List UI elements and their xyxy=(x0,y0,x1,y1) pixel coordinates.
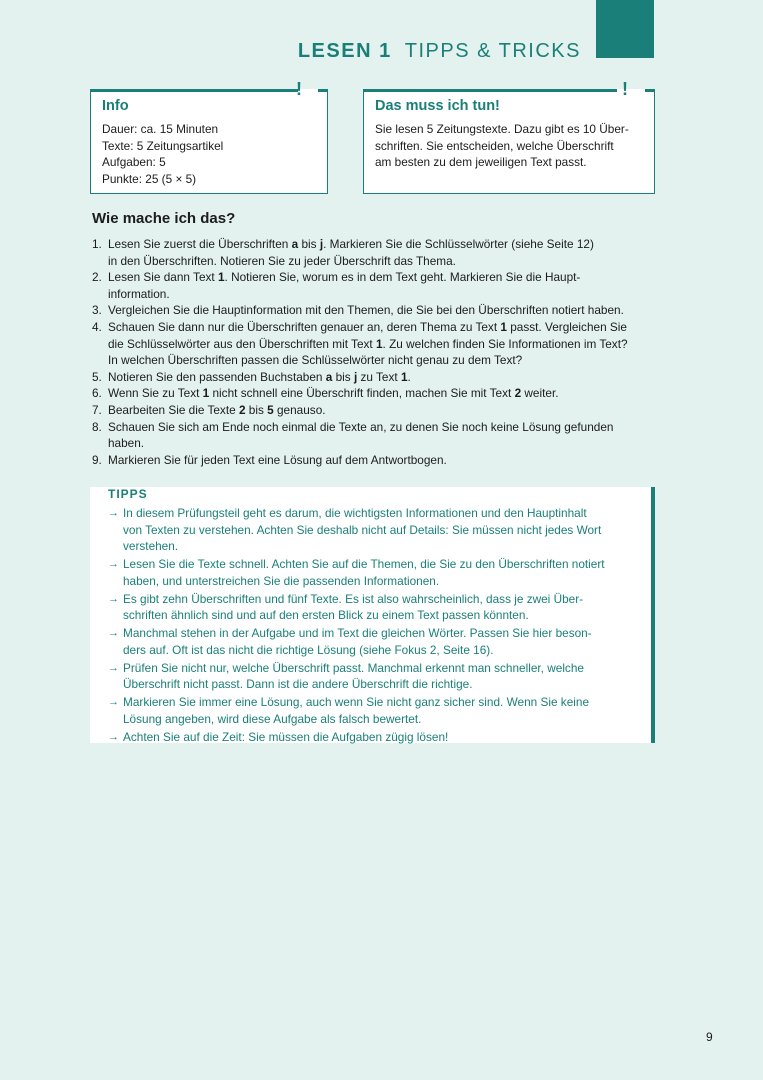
tips-box xyxy=(90,487,655,743)
box-line: Sie lesen 5 Zeitungstexte. Dazu gibt es 10 Über- xyxy=(375,122,629,136)
arrow-right-icon: → xyxy=(108,507,119,519)
tip-line: In diesem Prüfungsteil geht es darum, die wichtigsten Informationen und den Hauptinhalt xyxy=(123,506,587,520)
text-run: bis xyxy=(332,369,354,384)
bold-ref: j xyxy=(353,369,358,384)
bold-ref: 1 xyxy=(400,369,408,384)
tip-text xyxy=(123,729,448,746)
bold-ref: 1 xyxy=(375,336,383,351)
text-run: zu Text xyxy=(357,369,401,384)
corner-color-block xyxy=(596,0,654,58)
tip-line: Es gibt zehn Überschriften und fünf Texte. Es ist also wahrscheinlich, dass je zwei Über- xyxy=(123,591,584,606)
tip-item xyxy=(108,556,638,589)
box-line: schriften. Sie entscheiden, welche Überschrift xyxy=(375,138,614,153)
step-item xyxy=(92,319,662,369)
must-do-box-title: Das muss ich tun! xyxy=(375,98,500,114)
text-run: Lesen Sie zuerst die Überschriften xyxy=(108,237,292,251)
bold-ref: 5 xyxy=(267,402,274,417)
step-line xyxy=(108,269,662,286)
text-run: Markieren Sie für jeden Text eine Lösung auf dem Antwortbogen. xyxy=(108,452,447,467)
text-run: Vergleichen Sie die Hauptinformation mit den Themen, die Sie bei den Überschriften notiert haben. xyxy=(108,303,624,318)
arrow-right-icon: → xyxy=(108,696,119,708)
tip-line: Achten Sie auf die Zeit: Sie müssen die Aufgaben zügig lösen! xyxy=(123,729,449,744)
text-run: information. xyxy=(108,286,170,301)
must-do-box-lines xyxy=(375,121,644,171)
must-do-box-top-rule-end xyxy=(645,89,655,92)
step-line xyxy=(108,336,662,353)
arrow-right-icon: → xyxy=(108,558,119,570)
tip-text xyxy=(123,660,584,693)
step-number: 2. xyxy=(92,270,102,285)
arrow-right-icon: → xyxy=(108,661,119,674)
text-run: Schauen Sie sich am Ende noch einmal die Texte an, zu denen Sie noch keine Lösung gefunden xyxy=(108,419,614,434)
page-number: 9 xyxy=(706,1030,713,1044)
bold-ref: 2 xyxy=(514,386,522,401)
step-line xyxy=(108,369,662,386)
tip-item xyxy=(108,591,638,624)
text-run: passt. Vergleichen Sie xyxy=(506,319,627,334)
step-item xyxy=(92,302,662,319)
how-heading: Wie mache ich das? xyxy=(92,210,236,227)
text-run: genauso. xyxy=(273,402,326,417)
step-text xyxy=(108,385,662,402)
step-line xyxy=(108,452,662,469)
text-run: die Schlüsselwörter aus den Überschriften mit Text xyxy=(108,336,376,351)
step-text xyxy=(108,302,662,319)
bold-ref: 1 xyxy=(217,270,225,285)
step-number: 8. xyxy=(92,419,102,434)
step-number: 7. xyxy=(92,402,102,417)
info-box xyxy=(90,79,328,194)
tip-line: ders auf. Oft ist das nicht die richtige Lösung (siehe Fokus 2, Seite 16). xyxy=(123,642,494,657)
step-number: 3. xyxy=(92,303,102,318)
arrow-right-icon: → xyxy=(108,730,119,743)
info-box-top-rule xyxy=(90,89,298,92)
bold-ref: 1 xyxy=(202,386,210,401)
tip-item xyxy=(108,729,638,746)
text-run: bis xyxy=(245,402,268,417)
box-line: Texte: 5 Zeitungsartikel xyxy=(102,138,224,153)
bold-ref: j xyxy=(319,237,324,251)
text-run: bis xyxy=(298,237,320,251)
step-line xyxy=(108,302,662,319)
step-number: 1. xyxy=(92,237,102,251)
tip-item xyxy=(108,505,638,555)
step-line xyxy=(108,253,662,270)
tip-line: von Texten zu verstehen. Achten Sie deshalb nicht auf Details: Sie müssen nicht jedes Wort xyxy=(123,522,602,537)
step-number: 9. xyxy=(92,452,102,467)
info-box-title: Info xyxy=(102,98,129,114)
arrow-right-icon: → xyxy=(108,627,119,639)
tip-item xyxy=(108,625,638,658)
step-line xyxy=(108,236,662,253)
text-run: Bearbeiten Sie die Texte xyxy=(108,402,239,417)
exclamation-icon: ! xyxy=(622,79,628,99)
step-line xyxy=(108,385,662,402)
step-item xyxy=(92,369,662,386)
step-line xyxy=(108,419,662,436)
tip-line: Lesen Sie die Texte schnell. Achten Sie auf die Themen, die Sie zu den Überschriften notiert xyxy=(123,557,605,571)
step-number: 4. xyxy=(92,319,102,334)
text-run: . xyxy=(407,369,411,384)
step-text xyxy=(108,452,662,469)
step-item xyxy=(92,385,662,402)
step-item xyxy=(92,419,662,452)
exclamation-icon: ! xyxy=(296,79,302,99)
tip-line: verstehen. xyxy=(123,539,179,553)
bold-ref: 2 xyxy=(238,402,246,417)
text-run: . Markieren Sie die Schlüsselwörter (siehe Seite 12) xyxy=(323,237,594,251)
tip-line: Überschrift nicht passt. Dann ist die andere Überschrift die richtige. xyxy=(123,677,473,691)
info-box-lines xyxy=(102,121,317,187)
step-line xyxy=(108,402,662,419)
step-text xyxy=(108,369,662,386)
page-title xyxy=(298,40,581,63)
text-run: Wenn Sie zu Text xyxy=(108,386,203,401)
step-line xyxy=(108,319,662,336)
text-run: haben. xyxy=(108,436,145,451)
tips-right-rule xyxy=(651,487,655,743)
text-run: Lesen Sie dann Text xyxy=(108,270,218,285)
must-do-box-top-rule xyxy=(363,89,617,92)
box-line: am besten zu dem jeweiligen Text passt. xyxy=(375,155,587,169)
tip-line: Manchmal stehen in der Aufgabe und im Text die gleichen Wörter. Passen Sie hier beson- xyxy=(123,626,592,640)
tip-item xyxy=(108,694,638,727)
tip-line: Markieren Sie immer eine Lösung, auch wenn Sie nicht ganz sicher sind. Wenn Sie keine xyxy=(123,695,590,709)
step-text xyxy=(108,419,662,452)
bold-ref: a xyxy=(325,369,333,384)
step-text xyxy=(108,319,662,369)
box-line: Punkte: 25 (5 × 5) xyxy=(102,171,197,186)
text-run: In welchen Überschriften passen die Schlüsselwörter nicht genau zu dem Text? xyxy=(108,353,523,368)
step-text xyxy=(108,236,662,269)
step-text xyxy=(108,402,662,419)
box-line: Aufgaben: 5 xyxy=(102,155,166,169)
step-line xyxy=(108,286,662,303)
tip-line: haben, und unterstreichen Sie die passenden Informationen. xyxy=(123,573,440,588)
text-run: nicht schnell eine Überschrift finden, machen Sie mit Text xyxy=(209,386,515,401)
text-run: . Notieren Sie, worum es in dem Text geht. Markieren Sie die Haupt- xyxy=(224,270,581,285)
step-item xyxy=(92,269,662,302)
text-run: Schauen Sie dann nur die Überschriften genauer an, deren Thema zu Text xyxy=(108,319,501,334)
arrow-right-icon: → xyxy=(108,592,119,605)
steps-list xyxy=(92,236,662,468)
must-do-box xyxy=(363,79,655,194)
bold-ref: 1 xyxy=(500,319,507,334)
step-text xyxy=(108,269,662,302)
tip-line: Lösung angeben, wird diese Aufgabe als falsch bewertet. xyxy=(123,711,422,726)
tip-line: schriften ähnlich sind und auf den ersten Blick zu einem Text passen könnten. xyxy=(123,608,529,622)
text-run: weiter. xyxy=(521,386,559,401)
text-run: Notieren Sie den passenden Buchstaben xyxy=(108,369,326,384)
step-item xyxy=(92,236,662,269)
tip-text xyxy=(123,694,589,727)
box-line: Dauer: ca. 15 Minuten xyxy=(102,122,219,136)
step-line xyxy=(108,352,662,369)
step-line xyxy=(108,435,662,452)
tips-heading: TIPPS xyxy=(108,487,148,501)
step-item xyxy=(92,402,662,419)
tip-text xyxy=(123,505,601,555)
tip-text xyxy=(123,591,583,624)
text-run: . Zu welchen finden Sie Informationen im Text? xyxy=(382,336,628,351)
tip-line: Prüfen Sie nicht nur, welche Überschrift passt. Manchmal erkennt man schneller, welche xyxy=(123,660,584,675)
tip-text xyxy=(123,556,605,589)
info-box-top-rule-end xyxy=(318,89,328,92)
step-number: 6. xyxy=(92,386,102,401)
tip-text xyxy=(123,625,592,658)
step-item xyxy=(92,452,662,469)
tip-item xyxy=(108,660,638,693)
step-number: 5. xyxy=(92,369,102,384)
bold-ref: a xyxy=(291,237,299,251)
section-subtitle: TIPPS & TRICKS xyxy=(404,40,581,62)
text-run: in den Überschriften. Notieren Sie zu jeder Überschrift das Thema. xyxy=(108,253,456,268)
tips-list xyxy=(108,505,638,747)
section-label: LESEN 1 xyxy=(297,40,392,62)
